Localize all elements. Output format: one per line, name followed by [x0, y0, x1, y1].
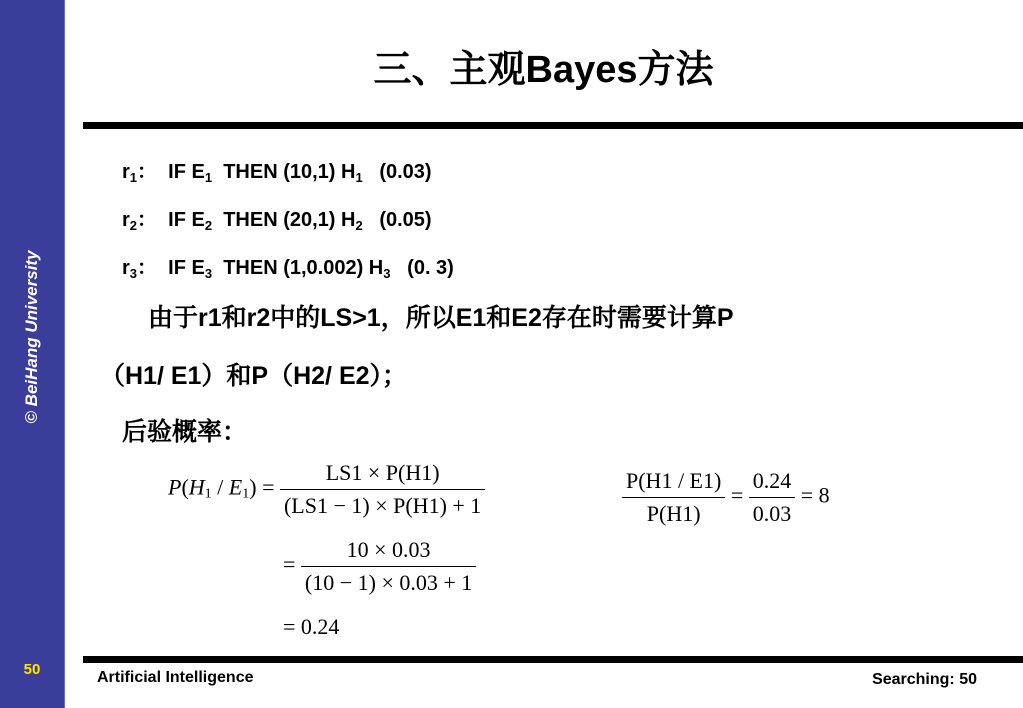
rule-line-1: $r_1$： IF $E_1$ THEN (10,1) $H_1$ (0.03) — [122, 161, 432, 185]
step2-numerator: 10 × 0.03 — [301, 537, 476, 567]
university-credit: © BeiHang University — [22, 250, 41, 424]
posterior-label: 后验概率： — [122, 418, 248, 446]
ratio-numerator: P(H1 / E1) — [622, 468, 725, 498]
footer-course: Artificial Intelligence — [97, 669, 254, 686]
top-divider — [83, 122, 1023, 129]
posterior-formula-step2: = $\frac{10 \times 0.03}{(10 - 1) \times 0.03 + 1}$ — [283, 537, 476, 596]
rule-line-3: $r_3$： IF $E_3$ THEN (1,0.002) $H_3$ (0. 3) — [122, 257, 454, 281]
posterior-formula-step1: $P(H_1 / E_1)$ = $\frac{LS1 \times P(H1)}{(LS1 - 1) \times P(H1) + 1}$ — [168, 460, 485, 519]
rule-line-2: $r_2$： IF $E_2$ THEN (20,1) $H_2$ (0.05) — [122, 209, 432, 233]
ratio-mid-denominator: 0.03 — [752, 501, 792, 526]
step1-denominator: (LS1 − 1) × P(H1) + 1 — [283, 493, 482, 518]
slide-page-number: 50 — [23, 661, 41, 678]
footer-section: Searching: 50 — [872, 671, 977, 688]
step2-denominator: (10 − 1) × 0.03 + 1 — [304, 570, 473, 595]
step1-numerator: LS1 × P(H1) — [280, 460, 485, 490]
ratio-value: 8 — [818, 482, 830, 508]
sidebar — [0, 0, 65, 708]
ratio-mid-numerator: 0.24 — [749, 468, 796, 498]
posterior-result: = 0.24 — [283, 614, 340, 639]
likelihood-ratio-formula: $\frac{P(H1 / E1)}{P(H1)}$ = $\frac{0.24}{0.03}$ = 8 — [622, 468, 830, 527]
slide-title: 三、主观Bayes方法 — [373, 49, 714, 91]
explanation-line-1: 由于r1和r2中的LS>1，所以E1和E2存在时需要计算P — [148, 304, 734, 332]
explanation-line-2: （H1/ E1）和P（H2/ E2）； — [100, 362, 408, 390]
ratio-denominator: P(H1) — [646, 501, 701, 526]
bottom-divider — [83, 656, 1023, 663]
